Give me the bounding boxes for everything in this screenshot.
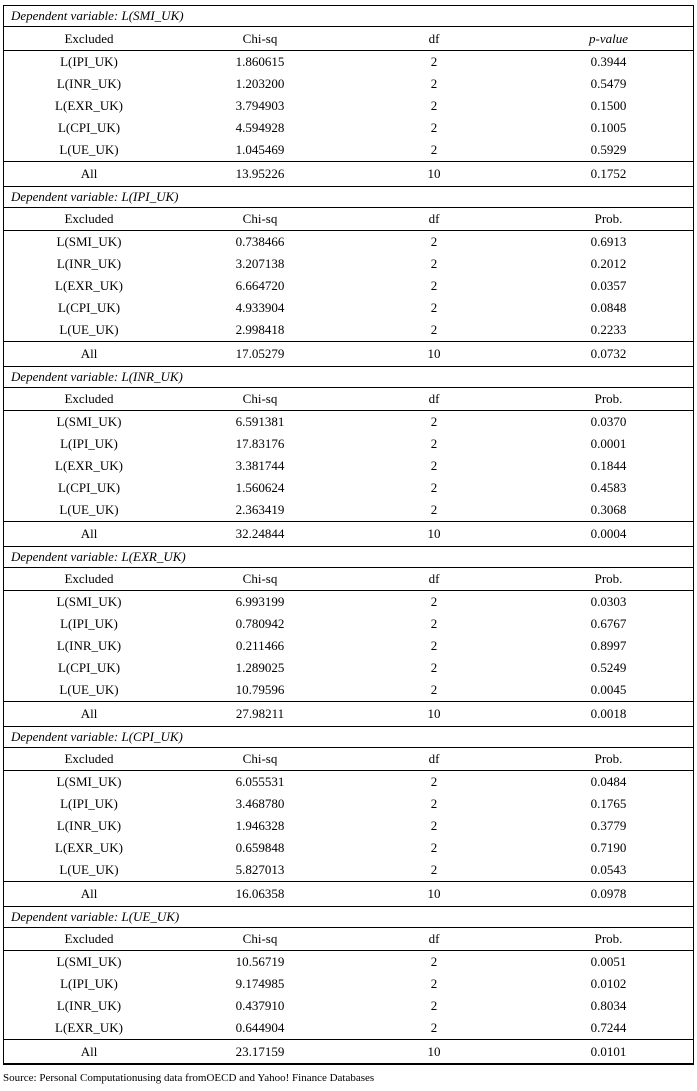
all-df-cell: 10 [345, 702, 523, 727]
table-row [3, 499, 694, 522]
prob-cell: 0.3944 [523, 51, 694, 74]
chi-sq-cell: 1.860615 [175, 51, 345, 74]
all-df-cell: 10 [345, 522, 523, 547]
prob-cell: 0.6767 [590, 616, 627, 631]
table-row [3, 51, 694, 74]
excluded-cell: L(CPI_UK) [57, 300, 121, 315]
df-cell: 2 [430, 142, 438, 157]
all-prob-cell: 0.0004 [523, 522, 694, 547]
all-chi-sq-cell: 27.98211 [175, 702, 345, 727]
df-cell: 2 [430, 638, 438, 653]
chi-sq-cell: 9.174985 [235, 976, 285, 991]
chi-sq-cell: 3.381744 [235, 458, 285, 473]
column-header-row [3, 928, 694, 951]
excluded-header: Excluded [64, 30, 114, 46]
excluded-cell: L(EXR_UK) [55, 458, 123, 473]
prob-cell: 0.7244 [590, 1020, 627, 1035]
table-row [3, 139, 694, 162]
excluded-cell: L(INR_UK) [56, 638, 122, 653]
table-row [3, 433, 694, 455]
chi-sq-cell: 4.594928 [235, 120, 285, 135]
chi-sq-cell: 0.437910 [235, 998, 285, 1013]
all-df-cell: 10 [345, 162, 523, 187]
prob-header: Prob. [594, 391, 623, 406]
prob-header: Prob. [594, 931, 623, 946]
chi-sq-cell: 1.045469 [235, 142, 285, 157]
excluded-cell: L(INR_UK) [56, 998, 122, 1013]
excluded-cell: L(UE_UK) [59, 682, 119, 697]
table-row [3, 253, 694, 275]
all-chi-sq-cell: 13.95226 [175, 162, 345, 187]
excluded-header: Excluded [64, 931, 114, 946]
df-cell: 2 [430, 976, 438, 991]
all-excluded-cell: All [3, 1040, 175, 1065]
all-row [3, 1040, 694, 1065]
chi-sq-cell: 0.738466 [175, 231, 345, 254]
df-cell: 2 [345, 591, 523, 614]
df-header: df [428, 30, 440, 46]
dependent-variable-row [3, 727, 694, 748]
prob-cell: 0.0357 [590, 278, 627, 293]
df-cell: 2 [430, 660, 438, 675]
dependent-variable-label: Dependent variable: L(SMI_UK) [3, 6, 694, 27]
df-cell: 2 [345, 951, 523, 974]
prob-cell: 0.6913 [523, 231, 694, 254]
all-chi-sq-cell: 17.05279 [175, 342, 345, 367]
prob-cell: 0.0370 [523, 411, 694, 434]
column-header-row [3, 388, 694, 411]
table-row [3, 951, 694, 974]
excluded-cell: L(SMI_UK) [3, 411, 175, 434]
table-row [3, 771, 694, 794]
chi-sq-cell: 0.659848 [235, 840, 285, 855]
column-header-row [3, 208, 694, 231]
excluded-header: Excluded [64, 571, 114, 586]
df-cell: 2 [430, 300, 438, 315]
table-row [3, 973, 694, 995]
all-prob-cell: 0.0101 [523, 1040, 694, 1065]
chi-sq-cell: 0.644904 [235, 1020, 285, 1035]
dependent-variable-label: Dependent variable: L(IPI_UK) [3, 187, 694, 208]
chi-sq-cell: 3.207138 [235, 256, 285, 271]
df-cell: 2 [430, 256, 438, 271]
chi-sq-header: Chi-sq [242, 931, 278, 946]
prob-cell: 0.5479 [590, 76, 627, 91]
df-header: df [428, 571, 440, 586]
table-row [3, 117, 694, 139]
df-cell: 2 [345, 411, 523, 434]
prob-header: Prob. [594, 751, 623, 766]
all-excluded-cell: All [3, 882, 175, 907]
chi-sq-cell: 1.203200 [235, 76, 285, 91]
table-body [3, 6, 694, 1065]
table-row [3, 995, 694, 1017]
df-cell: 2 [430, 862, 438, 877]
all-row [3, 342, 694, 367]
chi-sq-cell: 6.664720 [235, 278, 285, 293]
df-cell: 2 [430, 818, 438, 833]
all-excluded-cell: All [3, 702, 175, 727]
chi-sq-cell: 10.79596 [235, 682, 285, 697]
all-chi-sq-cell: 23.17159 [175, 1040, 345, 1065]
df-cell: 2 [430, 998, 438, 1013]
df-cell: 2 [430, 480, 438, 495]
dependent-variable-label: Dependent variable: L(UE_UK) [3, 907, 694, 928]
excluded-cell: L(INR_UK) [56, 818, 122, 833]
df-cell: 2 [430, 436, 438, 451]
df-header: df [428, 391, 440, 406]
table-row [3, 455, 694, 477]
table-row [3, 815, 694, 837]
excluded-cell: L(SMI_UK) [3, 951, 175, 974]
all-excluded-cell: All [3, 342, 175, 367]
prob-cell: 0.0543 [590, 862, 627, 877]
excluded-cell: L(EXR_UK) [55, 1020, 123, 1035]
dependent-variable-row [3, 907, 694, 928]
chi-sq-cell: 4.933904 [235, 300, 285, 315]
chi-sq-header: Chi-sq [242, 571, 278, 586]
table-row [3, 95, 694, 117]
source-note: Source: Personal Computationusing data fromOECD and Yahoo! Finance Databases [3, 1072, 375, 1084]
prob-cell: 0.0001 [590, 436, 627, 451]
prob-cell: 0.8034 [590, 998, 627, 1013]
table-row [3, 73, 694, 95]
excluded-cell: L(SMI_UK) [3, 591, 175, 614]
excluded-cell: L(IPI_UK) [60, 976, 118, 991]
dependent-variable-row [3, 367, 694, 388]
chi-sq-header: Chi-sq [242, 30, 278, 46]
excluded-cell: L(CPI_UK) [57, 120, 121, 135]
prob-cell: 0.0848 [590, 300, 627, 315]
dependent-variable-label: Dependent variable: L(INR_UK) [3, 367, 694, 388]
chi-sq-cell: 2.363419 [235, 502, 285, 517]
df-header: df [428, 751, 440, 766]
all-row [3, 162, 694, 187]
df-cell: 2 [345, 771, 523, 794]
all-prob-cell: 0.0978 [523, 882, 694, 907]
column-header-row [3, 568, 694, 591]
dependent-variable-row [3, 547, 694, 568]
column-header-row [3, 748, 694, 771]
df-cell: 2 [430, 502, 438, 517]
excluded-cell: L(IPI_UK) [3, 51, 175, 74]
excluded-cell: L(INR_UK) [56, 76, 122, 91]
prob-cell: 0.0484 [523, 771, 694, 794]
table-row [3, 477, 694, 499]
table-row [3, 275, 694, 297]
chi-sq-cell: 6.591381 [175, 411, 345, 434]
dependent-variable-label: Dependent variable: L(EXR_UK) [3, 547, 694, 568]
prob-header: p-value [589, 30, 628, 46]
prob-cell: 0.2012 [590, 256, 627, 271]
dependent-variable-label: Dependent variable: L(CPI_UK) [3, 727, 694, 748]
chi-sq-cell: 2.998418 [235, 322, 285, 337]
chi-sq-cell: 6.055531 [175, 771, 345, 794]
prob-cell: 0.8997 [590, 638, 627, 653]
prob-cell: 0.7190 [590, 840, 627, 855]
df-cell: 2 [430, 98, 438, 113]
prob-header: Prob. [594, 211, 623, 226]
prob-cell: 0.5249 [590, 660, 627, 675]
table-row [3, 635, 694, 657]
chi-sq-header: Chi-sq [242, 751, 278, 766]
prob-header: Prob. [594, 571, 623, 586]
table-row [3, 859, 694, 882]
excluded-cell: L(IPI_UK) [60, 796, 118, 811]
all-df-cell: 10 [345, 1040, 523, 1065]
df-cell: 2 [345, 231, 523, 254]
excluded-cell: L(UE_UK) [59, 502, 119, 517]
df-header: df [428, 211, 440, 226]
dependent-variable-row [3, 6, 694, 27]
prob-cell: 0.0045 [590, 682, 627, 697]
excluded-cell: L(SMI_UK) [3, 231, 175, 254]
table-row [3, 591, 694, 614]
prob-cell: 0.1500 [590, 98, 627, 113]
prob-cell: 0.4583 [590, 480, 627, 495]
chi-sq-cell: 0.780942 [235, 616, 285, 631]
table-row [3, 837, 694, 859]
all-df-cell: 10 [345, 342, 523, 367]
df-cell: 2 [430, 278, 438, 293]
excluded-cell: L(EXR_UK) [55, 840, 123, 855]
all-prob-cell: 0.0018 [523, 702, 694, 727]
chi-sq-cell: 1.560624 [235, 480, 285, 495]
prob-cell: 0.0303 [523, 591, 694, 614]
column-header-row [3, 27, 694, 51]
all-chi-sq-cell: 32.24844 [175, 522, 345, 547]
all-row [3, 702, 694, 727]
table-row [3, 679, 694, 702]
all-excluded-cell: All [3, 162, 175, 187]
excluded-cell: L(CPI_UK) [57, 480, 121, 495]
df-cell: 2 [430, 682, 438, 697]
excluded-header: Excluded [64, 391, 114, 406]
excluded-cell: L(IPI_UK) [60, 436, 118, 451]
excluded-cell: L(UE_UK) [59, 142, 119, 157]
prob-cell: 0.0102 [590, 976, 627, 991]
df-cell: 2 [430, 616, 438, 631]
granger-causality-table [3, 5, 694, 1065]
chi-sq-cell: 1.289025 [235, 660, 285, 675]
prob-cell: 0.2233 [590, 322, 627, 337]
prob-cell: 0.1005 [590, 120, 627, 135]
chi-sq-cell: 6.993199 [175, 591, 345, 614]
table-row [3, 319, 694, 342]
excluded-cell: L(INR_UK) [56, 256, 122, 271]
chi-sq-header: Chi-sq [242, 391, 278, 406]
chi-sq-cell: 3.794903 [235, 98, 285, 113]
df-cell: 2 [430, 796, 438, 811]
prob-cell: 0.1765 [590, 796, 627, 811]
table-row [3, 297, 694, 319]
prob-cell: 0.3068 [590, 502, 627, 517]
all-excluded-cell: All [3, 522, 175, 547]
excluded-header: Excluded [64, 211, 114, 226]
excluded-cell: L(UE_UK) [59, 322, 119, 337]
excluded-cell: L(UE_UK) [59, 862, 119, 877]
excluded-cell: L(EXR_UK) [55, 278, 123, 293]
prob-cell: 0.3779 [590, 818, 627, 833]
excluded-cell: L(IPI_UK) [60, 616, 118, 631]
df-cell: 2 [430, 120, 438, 135]
chi-sq-header: Chi-sq [242, 211, 278, 226]
df-cell: 2 [345, 51, 523, 74]
df-cell: 2 [430, 458, 438, 473]
chi-sq-cell: 5.827013 [235, 862, 285, 877]
excluded-cell: L(SMI_UK) [3, 771, 175, 794]
df-header: df [428, 931, 440, 946]
table-row [3, 411, 694, 434]
all-prob-cell: 0.1752 [523, 162, 694, 187]
table-row [3, 657, 694, 679]
chi-sq-cell: 1.946328 [235, 818, 285, 833]
chi-sq-cell: 3.468780 [235, 796, 285, 811]
chi-sq-cell: 17.83176 [235, 436, 285, 451]
prob-cell: 0.5929 [590, 142, 627, 157]
dependent-variable-row [3, 187, 694, 208]
all-chi-sq-cell: 16.06358 [175, 882, 345, 907]
prob-cell: 0.1844 [590, 458, 627, 473]
table-row [3, 231, 694, 254]
df-cell: 2 [430, 1020, 438, 1035]
chi-sq-cell: 0.211466 [235, 638, 285, 653]
all-df-cell: 10 [345, 882, 523, 907]
all-row [3, 882, 694, 907]
all-row [3, 522, 694, 547]
table-row [3, 793, 694, 815]
table-row [3, 613, 694, 635]
prob-cell: 0.0051 [523, 951, 694, 974]
df-cell: 2 [430, 322, 438, 337]
df-cell: 2 [430, 76, 438, 91]
chi-sq-cell: 10.56719 [175, 951, 345, 974]
df-cell: 2 [430, 840, 438, 855]
all-prob-cell: 0.0732 [523, 342, 694, 367]
excluded-cell: L(EXR_UK) [55, 98, 123, 113]
excluded-cell: L(CPI_UK) [57, 660, 121, 675]
excluded-header: Excluded [64, 751, 114, 766]
table-row [3, 1017, 694, 1040]
